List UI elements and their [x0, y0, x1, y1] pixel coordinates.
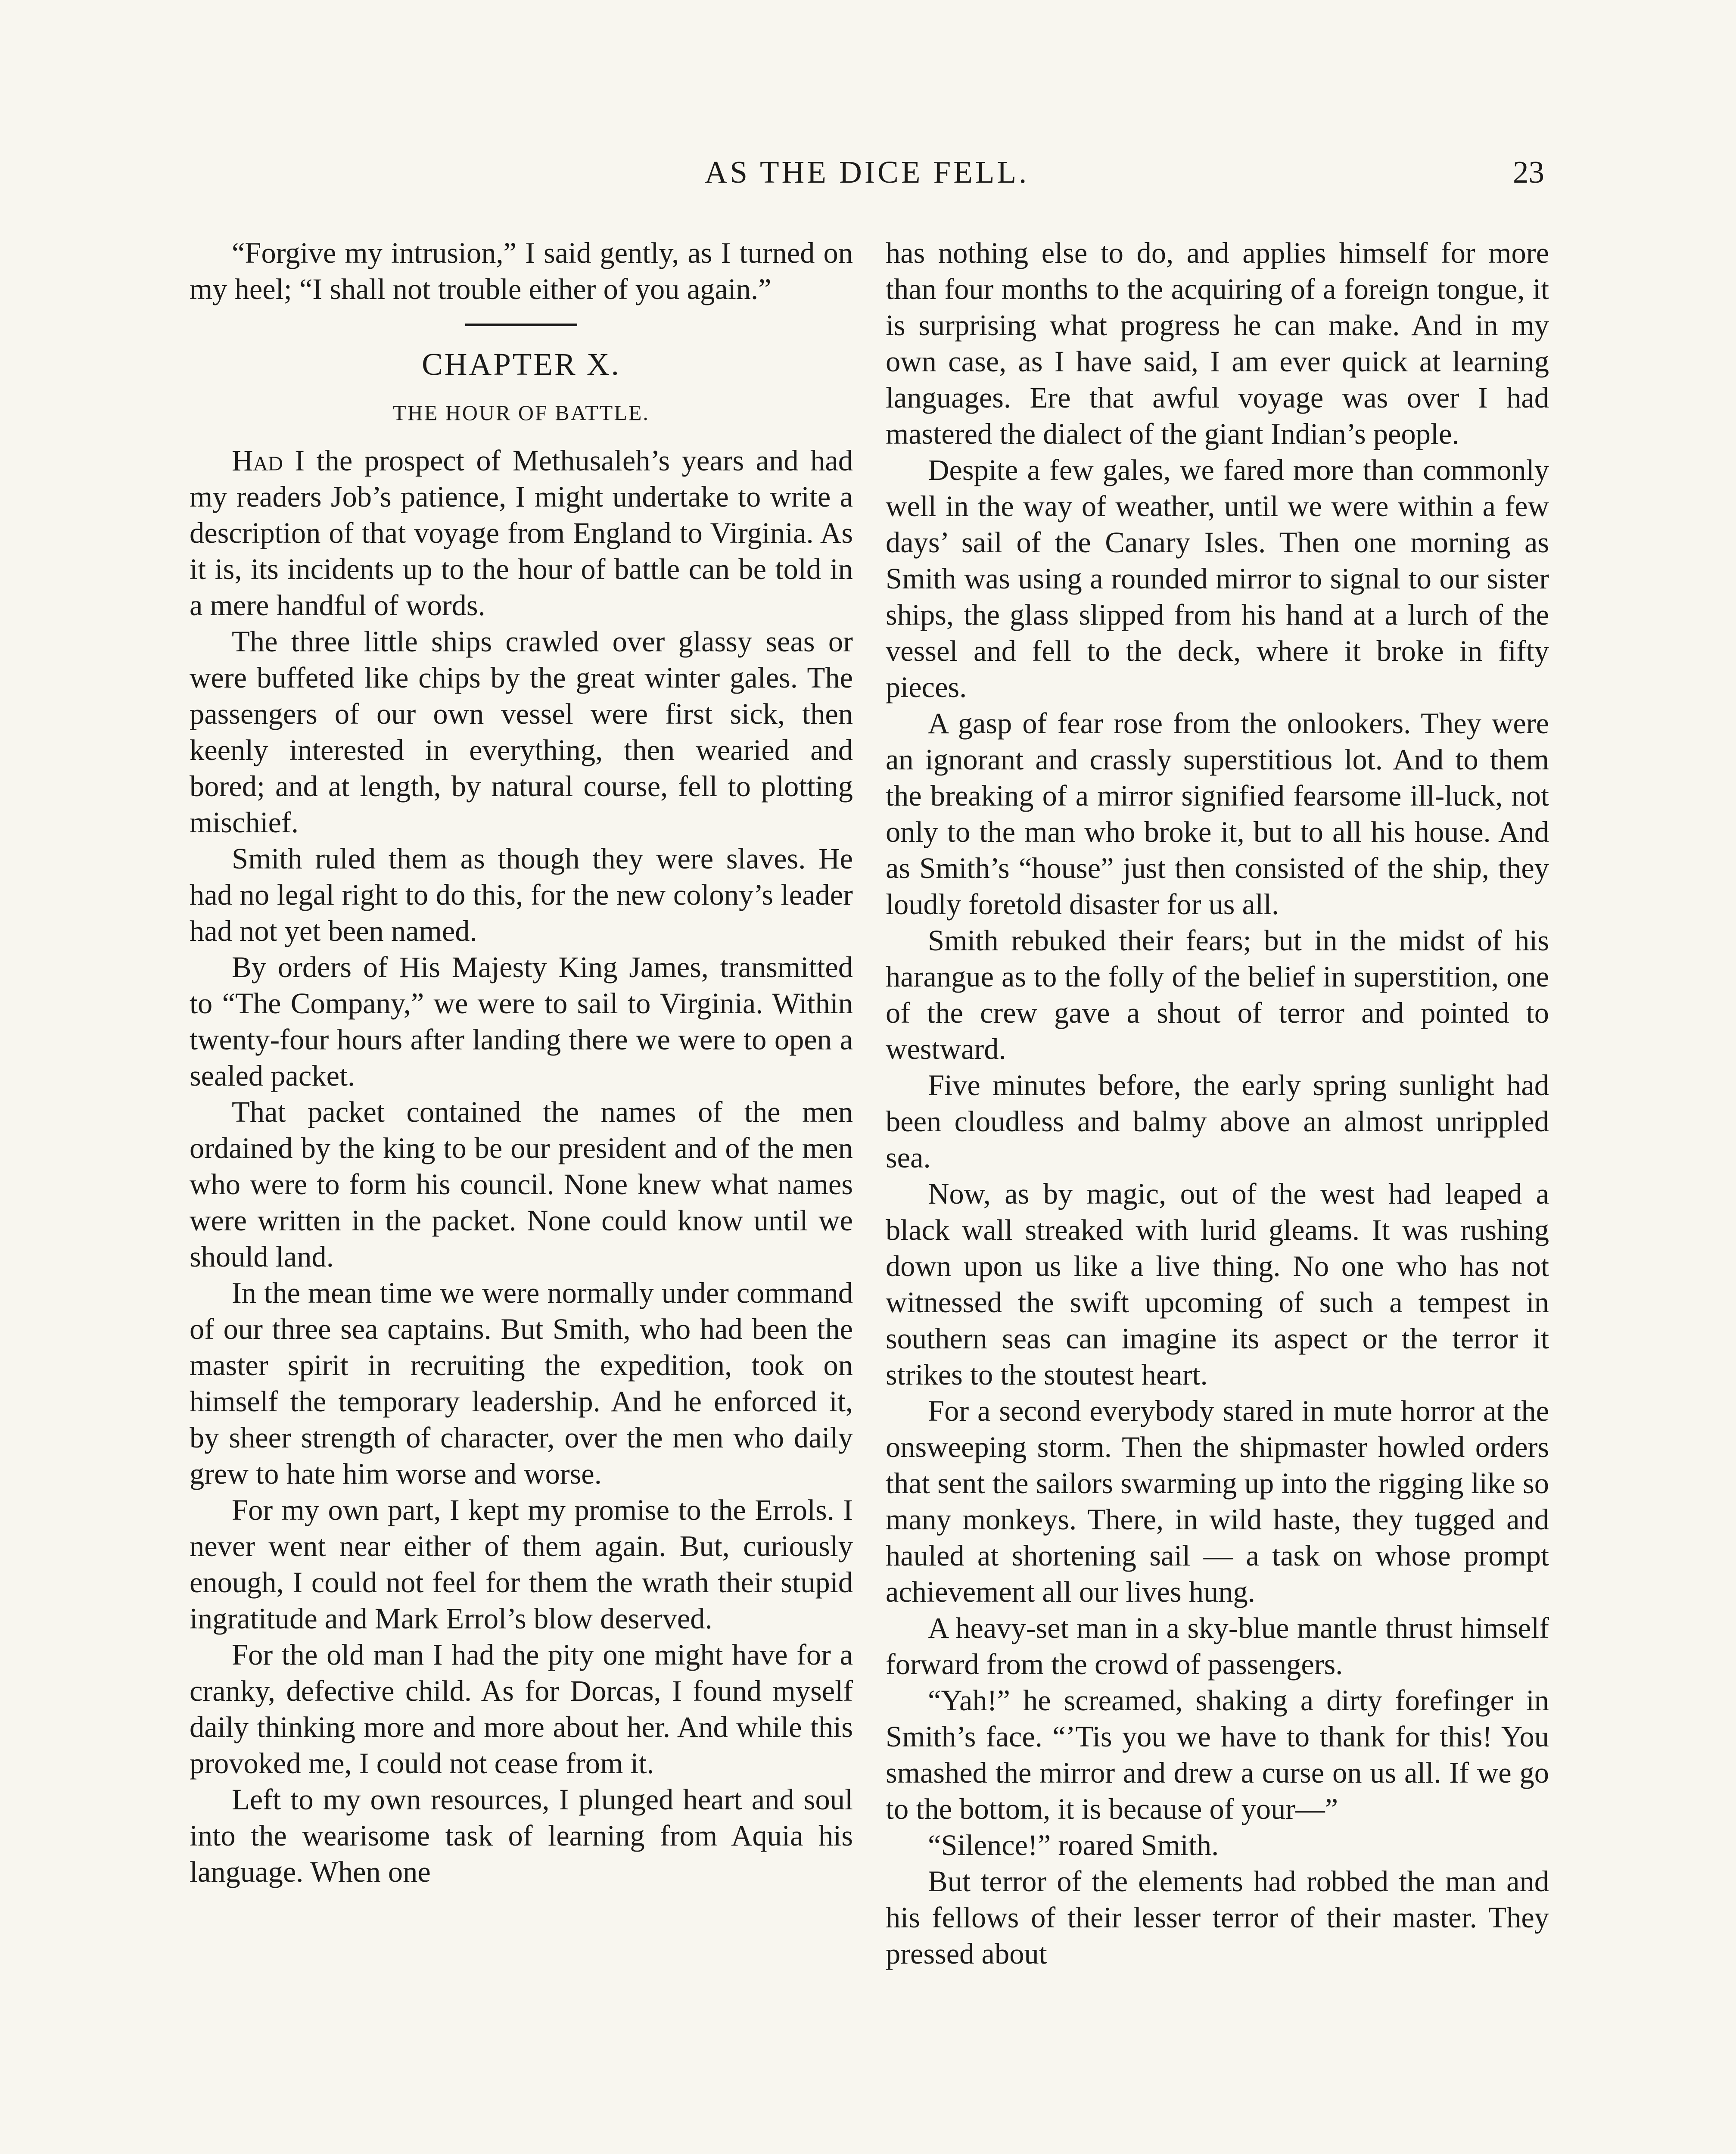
- paragraph: Left to my own resources, I plunged heart and soul into the wearisome task of learning from Aquia his language. When one: [190, 1783, 853, 1888]
- paragraph: That packet contained the names of the men ordained by the king to be our president and of the men who were to form his council. None knew what names were written in the packet. None could know until we should land.: [190, 1096, 853, 1273]
- paragraph: For a second everybody stared in mute horror at the onsweeping storm. Then the shipmaster howled orders that sent the sailors swarming up into the rigging like so many monkeys. There, in wild haste, they tugged and hauled at shortening sail — a task on whose prompt achievement all our lives hung.: [886, 1394, 1549, 1608]
- running-title: AS THE DICE FELL.: [704, 155, 1030, 190]
- left-column: [190, 235, 853, 2154]
- opening-paragraph-text: I the prospect of Methusaleh’s years and had my readers Job’s patience, I might undertake to write a description of that voyage from England to Virginia. As it is, its incidents up to the hour of battle can be told in a mere handful of words.: [190, 444, 853, 622]
- paragraph: For the old man I had the pity one might have for a cranky, defective child. As for Dorcas, I found myself daily thinking more and more about her. And while this provoked me, I could not cease from it.: [190, 1638, 853, 1780]
- paragraph: A gasp of fear rose from the onlookers. They were an ignorant and crassly superstitious lot. And to them the breaking of a mirror signified fearsome ill-luck, not only to the man who broke it, but to all his house. And as Smith’s “house” just then consisted of the ship, they loudly foretold disaster for us all.: [886, 707, 1549, 921]
- paragraph: In the mean time we were normally under command of our three sea captains. But Smith, who had been the master spirit in recruiting the expedition, took on himself the temporary leadership. And he enforced it, by sheer strength of character, over the men who daily grew to hate him worse and worse.: [190, 1276, 853, 1490]
- opening-paragraph: [190, 442, 853, 623]
- paragraph: Despite a few gales, we fared more than commonly well in the way of weather, until we were within a few days’ sail of the Canary Isles. Then one morning as Smith was using a rounded mirror to signal to our sister ships, the glass slipped from his hand at a lurch of the vessel and fell to the deck, where it broke in fifty pieces.: [886, 454, 1549, 703]
- paragraph: “Silence!” roared Smith.: [928, 1829, 1219, 1861]
- section-divider: [465, 324, 577, 326]
- paragraph: The three little ships crawled over glassy seas or were buffeted like chips by the great winter gales. The passengers of our own vessel were first sick, then keenly interested in everything, then wearied and bored; and at length, by natural course, fell to plotting mischief.: [190, 625, 853, 839]
- paragraph: For my own part, I kept my promise to the Errols. I never went near either of them again. But, curiously enough, I could not feel for them the wrath their stupid ingratitude and Mark Errol’s blow deserved.: [190, 1494, 853, 1635]
- page-header: [190, 149, 1544, 196]
- paragraph: A heavy-set man in a sky-blue mantle thrust himself forward from the crowd of passengers.: [886, 1612, 1549, 1681]
- paragraph: But terror of the elements had robbed the man and his fellows of their lesser terror of their master. They pressed about: [886, 1865, 1549, 1970]
- paragraph: Now, as by magic, out of the west had leaped a black wall streaked with lurid gleams. It was rushing down upon us like a live thing. No one who has not witnessed the swift upcoming of such a tempest in southern seas can imagine its aspect or the terror it strikes to the stoutest heart.: [886, 1177, 1549, 1391]
- chapter-heading: CHAPTER X.: [422, 347, 621, 382]
- right-column: [886, 235, 1549, 2154]
- paragraph: Smith ruled them as though they were slaves. He had no legal right to do this, for the new colony’s leader had not yet been named.: [190, 842, 853, 947]
- paragraph: Five minutes before, the early spring sunlight had been cloudless and balmy above an almost unrippled sea.: [886, 1069, 1549, 1174]
- paragraph: Smith rebuked their fears; but in the midst of his harangue as to the folly of the belief in superstition, one of the crew gave a shout of terror and pointed to westward.: [886, 924, 1549, 1065]
- page-number: 23: [1513, 155, 1544, 190]
- drop-word: Had: [232, 444, 283, 477]
- continued-paragraph: has nothing else to do, and applies himself for more than four months to the acquiring of a foreign tongue, it is surprising what progress he can make. And in my own case, as I have said, I am ever quick at learning languages. Ere that awful voyage was over I had mastered the dialect of the giant Indian’s people.: [886, 237, 1549, 450]
- paragraph: By orders of His Majesty King James, transmitted to “The Company,” we were to sail to Virginia. Within twenty-four hours after landing there we were to open a sealed packet.: [190, 951, 853, 1092]
- intro-paragraph: “Forgive my intrusion,” I said gently, as I turned on my heel; “I shall not trouble either of you again.”: [190, 237, 853, 305]
- chapter-subtitle: THE HOUR OF BATTLE.: [393, 401, 650, 425]
- paragraph: “Yah!” he screamed, shaking a dirty forefinger in Smith’s face. “’Tis you we have to thank for this! You smashed the mirror and drew a curse on us all. If we go to the bottom, it is because of your—”: [886, 1684, 1549, 1825]
